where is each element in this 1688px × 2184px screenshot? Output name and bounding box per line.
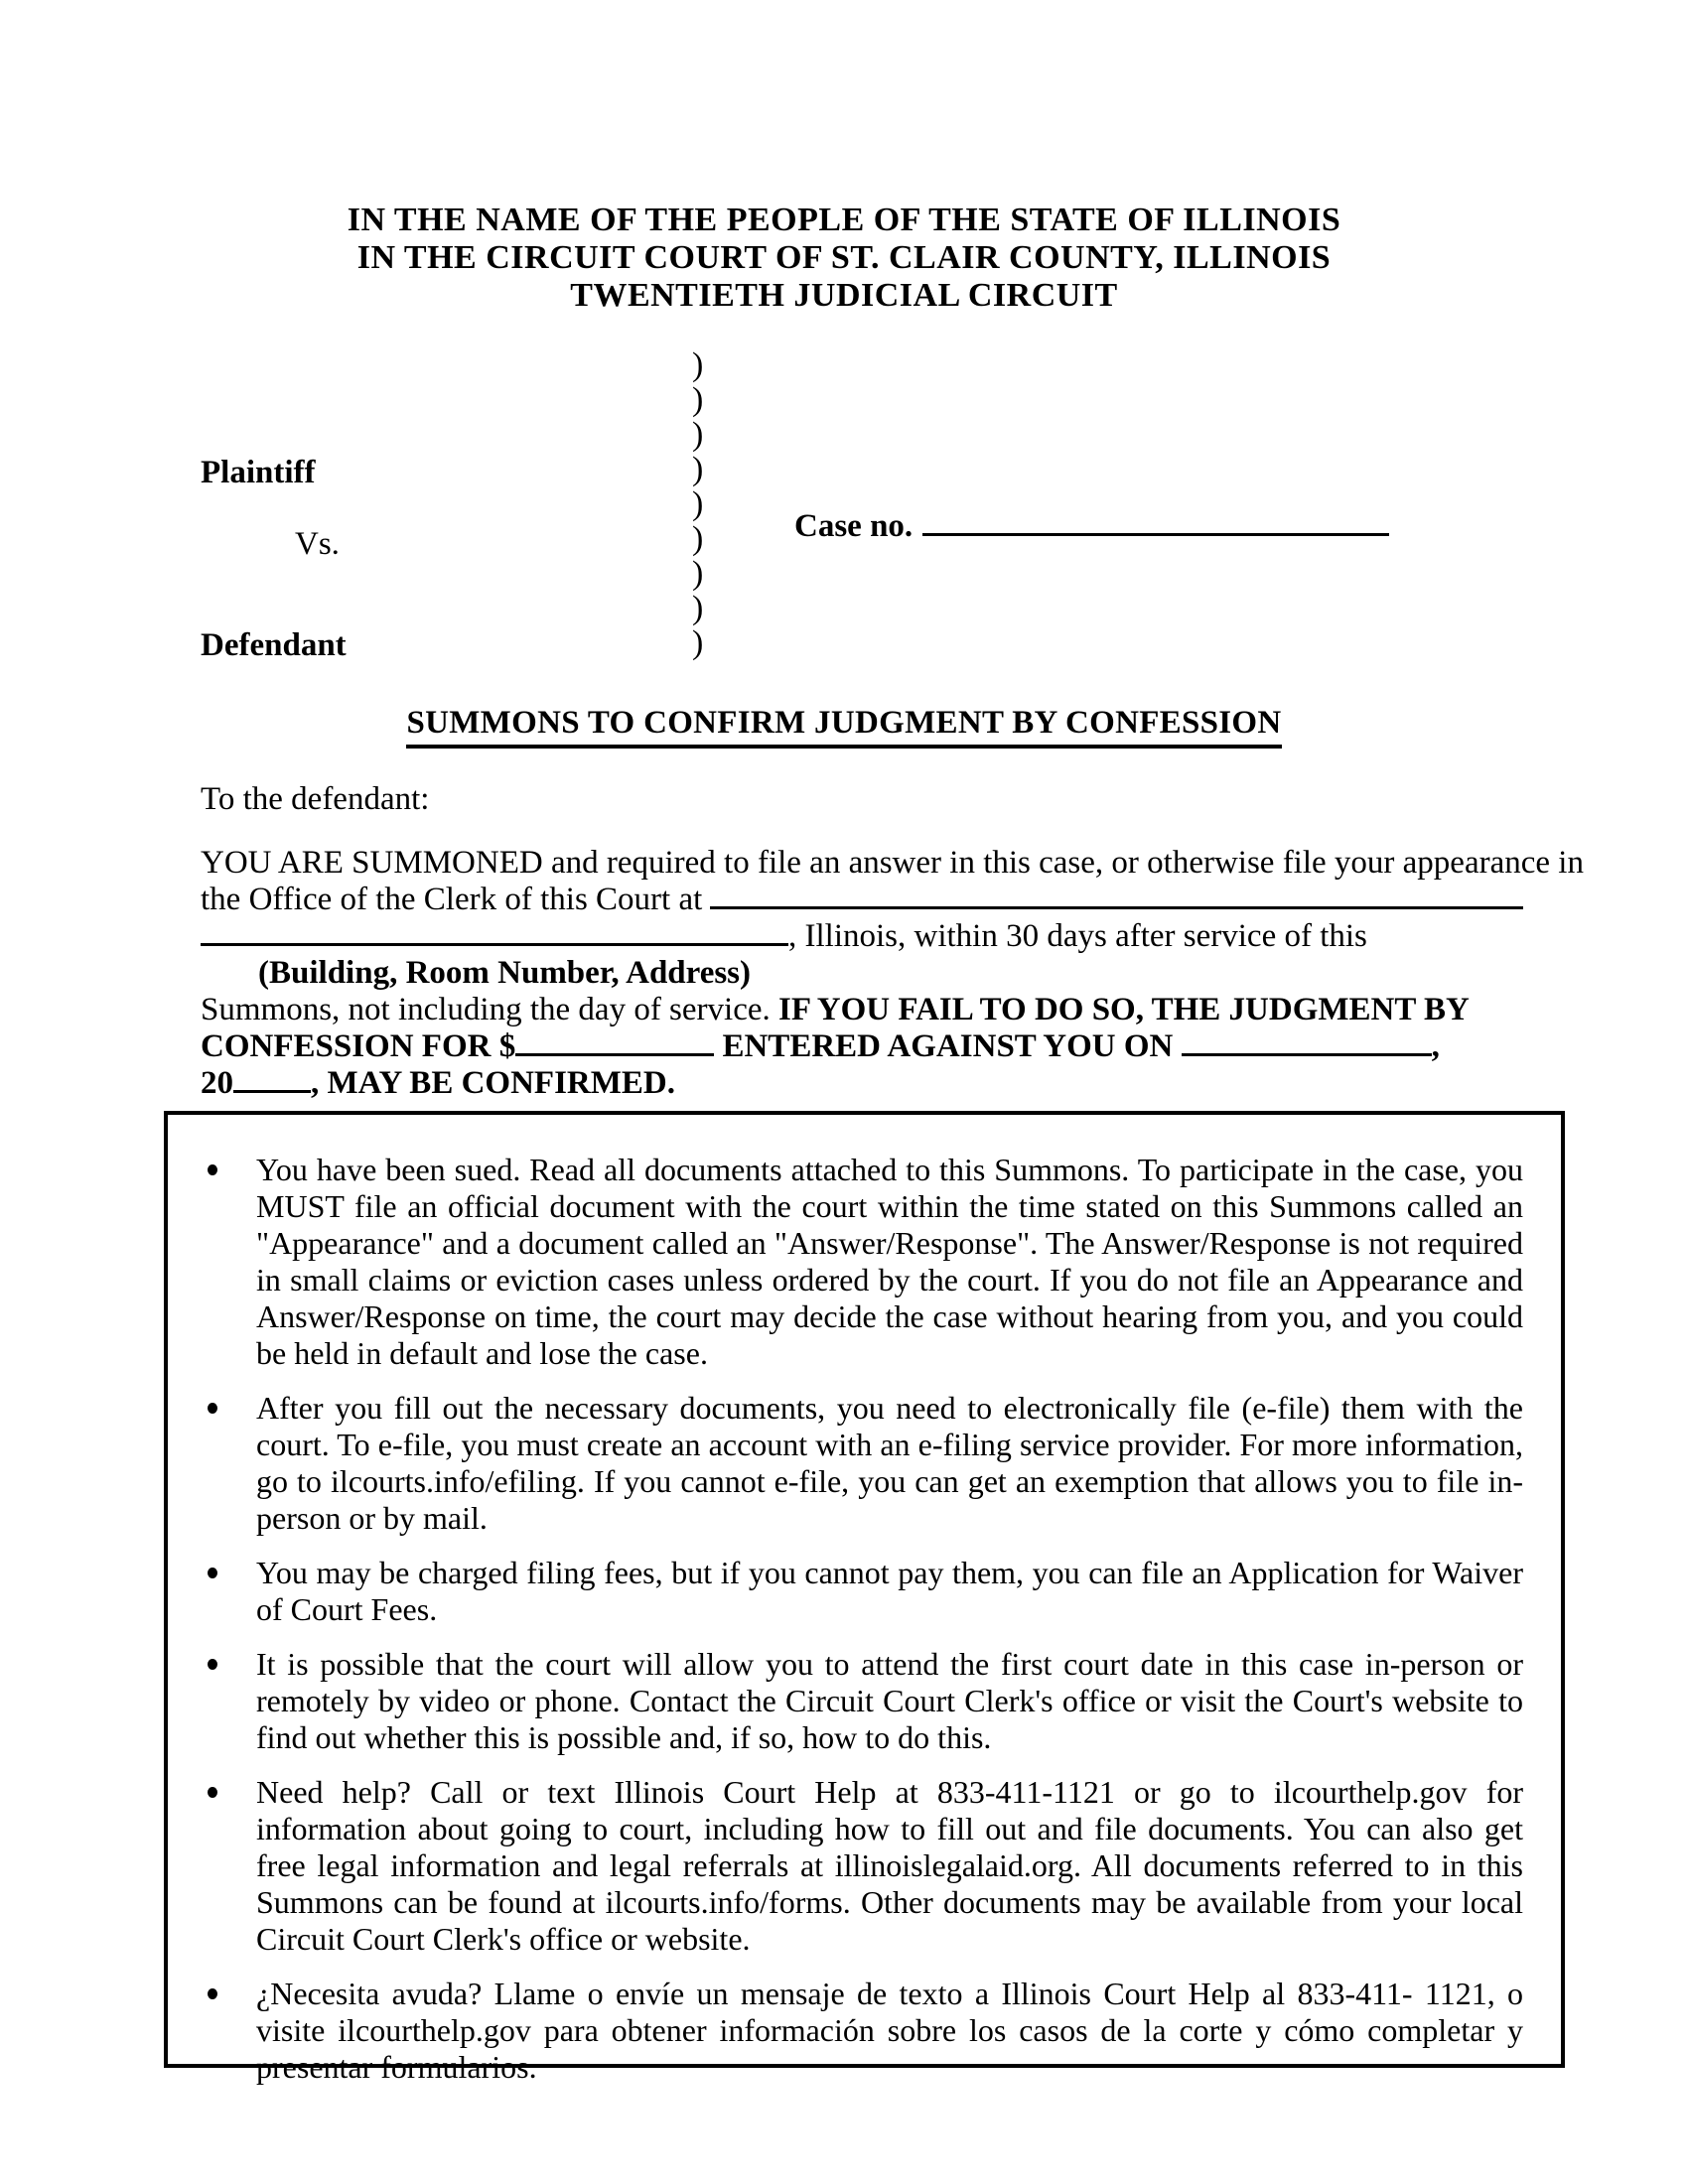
court-header	[0, 202, 1688, 315]
plaintiff-label: Plaintiff	[201, 455, 316, 490]
notice-bullet: You may be charged filing fees, but if you cannot pay them, you can file an Application for Waiver of Court Fees.	[168, 1555, 1561, 1628]
vs-label: Vs.	[295, 526, 340, 562]
notice-bullet: It is possible that the court will allow you to attend the first court date in this case in-person or remotely by video or phone. Contact the Circuit Court Clerk's office or visit the Court's website to find out whether this is possible and, if so, how to do this.	[168, 1646, 1561, 1756]
notice-bullet: ¿Necesita avuda? Llame o envíe un mensaje de texto a Illinois Court Help al 833-411- 1121, o visite ilcourthelp.gov para obtener información sobre los casos de la corte y cómo completar y presentar formularios.	[168, 1976, 1561, 2086]
notice-bullet: Need help? Call or text Illinois Court Help at 833-411-1121 or go to ilcourthelp.gov for information about going to court, including how to fill out and file documents. You can also get free legal information and legal referrals at illinoislegalaid.org. All documents referred to in this Summons can be found at ilcourts.info/forms. Other documents may be available from your local Circuit Court Clerk's office or website.	[168, 1774, 1561, 1958]
defendant-label: Defendant	[201, 627, 347, 663]
header-line-judicial-circuit: TWENTIETH JUDICIAL CIRCUIT	[570, 277, 1118, 314]
caption-paren: )	[692, 416, 704, 453]
confession-for-text: CONFESSION FOR $	[201, 1028, 516, 1064]
building-room-address-note: (Building, Room Number, Address)	[258, 955, 752, 991]
paragraph-line-2	[201, 882, 1523, 918]
document-title: SUMMONS TO CONFIRM JUDGMENT BY CONFESSION	[406, 705, 1281, 749]
notice-box	[164, 1111, 1565, 2085]
caption-paren: )	[692, 485, 704, 522]
judgment-amount-blank	[515, 1028, 714, 1056]
caption-paren: )	[692, 555, 704, 592]
caption-paren: )	[692, 381, 704, 418]
if-you-fail-text: IF YOU FAIL TO DO SO, THE JUDGMENT BY	[778, 992, 1470, 1027]
caption-paren: )	[692, 624, 704, 661]
caption-paren: )	[692, 451, 704, 487]
clerk-office-text: the Office of the Clerk of this Court at	[201, 882, 703, 917]
case-number-blank	[922, 506, 1389, 536]
notice-bullet: After you fill out the necessary documents, you need to electronically file (e-file) them with the court. To e-file, you must create an account with an e-filing service provider. For more information, go to ilcourts.info/efiling. If you cannot e-file, you can get an exemption that allows you to file in-person or by mail.	[168, 1390, 1561, 1537]
title-row	[0, 705, 1688, 749]
paragraph-line-7	[201, 1065, 1523, 1102]
entered-against-text: ENTERED AGAINST YOU ON	[722, 1028, 1174, 1064]
clerk-office-blank-1	[710, 882, 1523, 909]
caption-paren: )	[692, 520, 704, 557]
summons-service-text: Summons, not including the day of service.	[201, 992, 771, 1027]
paragraph-line-4	[201, 955, 1523, 992]
caption-paren: )	[692, 590, 704, 626]
paragraph-line-3	[201, 918, 1523, 955]
summons-paragraph	[201, 845, 1584, 1102]
you-are-summoned-text: YOU ARE SUMMONED and required to file an answer in this case, or otherwise file your appearance in	[201, 845, 1584, 881]
judgment-date-blank	[1182, 1028, 1432, 1056]
header-line-circuit-court: IN THE CIRCUIT COURT OF ST. CLAIR COUNTY, ILLINOIS	[356, 239, 1332, 276]
case-number-row	[794, 506, 1389, 545]
salutation: To the defendant:	[201, 781, 430, 817]
paragraph-line-5	[201, 992, 1523, 1028]
notice-bullet-list	[168, 1152, 1561, 2086]
case-number-label: Case no.	[794, 508, 914, 544]
may-be-confirmed-text: , MAY BE CONFIRMED.	[311, 1065, 675, 1101]
clerk-office-blank-2	[201, 918, 788, 946]
paragraph-line-6	[201, 1028, 1523, 1065]
caption-parens-column	[692, 347, 703, 660]
notice-bullet: You have been sued. Read all documents attached to this Summons. To participate in the case, you MUST file an official document with the court within the time stated on this Summons called an "Appearance" and a document called an "Answer/Response". The Answer/Response is not required in small claims or eviction cases unless ordered by the court. If you do not file an Appearance and Answer/Response on time, the court may decide the case without hearing from you, and you could be held in default and lose the case.	[168, 1152, 1561, 1372]
header-line-people: IN THE NAME OF THE PEOPLE OF THE STATE OF ILLINOIS	[347, 202, 1341, 238]
year-prefix-text: 20	[201, 1065, 233, 1101]
caption-paren: )	[692, 346, 704, 383]
illinois-30-days-text: , Illinois, within 30 days after service of this	[788, 918, 1367, 954]
line6-comma: ,	[1431, 1028, 1440, 1064]
year-blank	[233, 1065, 311, 1093]
paragraph-line-1	[201, 845, 1584, 882]
